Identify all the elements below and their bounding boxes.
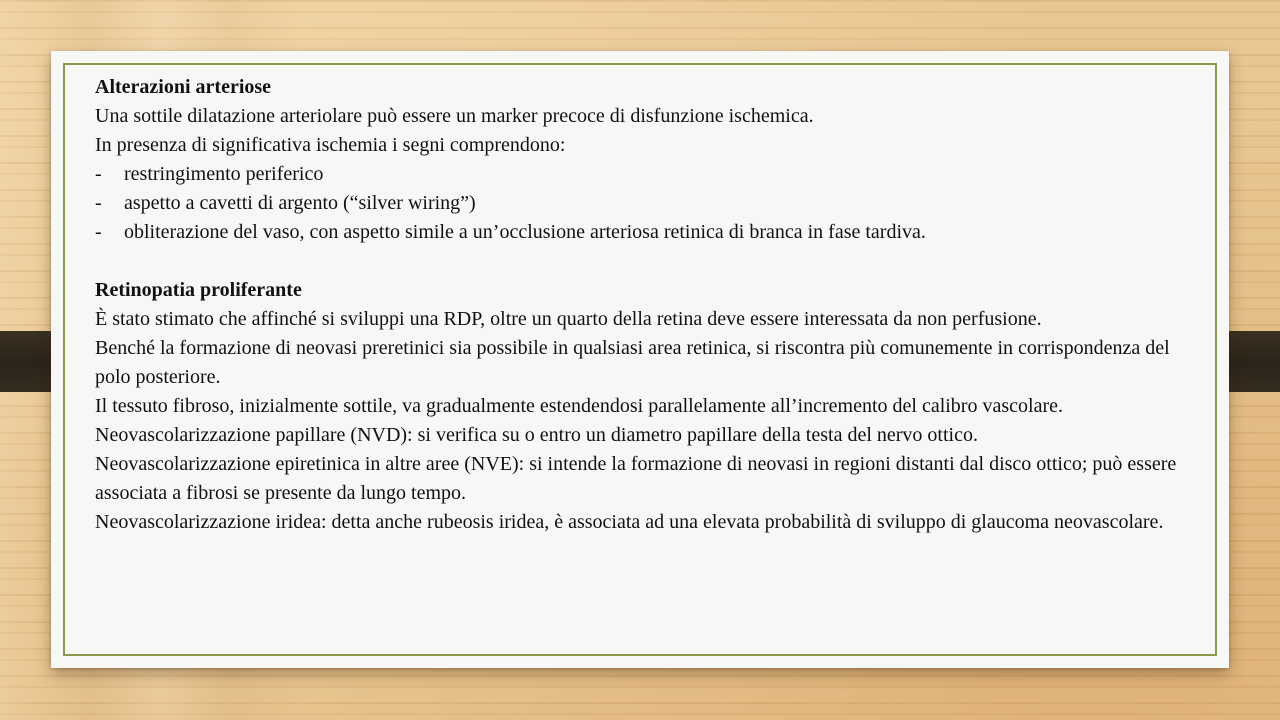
section-spacer [95,247,1195,276]
paragraph: Una sottile dilatazione arteriolare può essere un marker precoce di disfunzione ischemica. [95,105,814,127]
list-item-text: obliterazione del vaso, con aspetto simile a un’occlusione arteriosa retinica di branca in fase tardiva. [124,221,926,243]
list-item [95,160,1195,189]
list-item-text: aspetto a cavetti di argento (“silver wiring”) [124,192,476,214]
paragraph: In presenza di significativa ischemia i segni comprendono: [95,134,566,156]
paragraph: Neovascolarizzazione epiretinica in altre aree (NVE): si intende la formazione di neovasi in regioni distanti dal disco ottico; può essere associata a fibrosi se presente da lungo tempo. [95,453,1177,504]
paragraph: È stato stimato che affinché si sviluppi una RDP, oltre un quarto della retina deve essere interessata da non perfusione. [95,308,1042,330]
section-heading-proliferative-retinopathy: Retinopatia proliferante [95,279,302,301]
slide-content [95,73,1195,537]
paragraph: Neovascolarizzazione papillare (NVD): si verifica su o entro un diametro papillare della testa del nervo ottico. [95,424,978,446]
slide-paper [51,51,1229,668]
paragraph: Neovascolarizzazione iridea: detta anche rubeosis iridea, è associata ad una elevata probabilità di sviluppo di glaucoma neovascolare. [95,511,1164,533]
dash-bullet: - [95,192,102,214]
paragraph: Benché la formazione di neovasi preretinici sia possibile in qualsiasi area retinica, si riscontra più comunemente in corrispondenza del polo posteriore. [95,337,1170,388]
dash-bullet: - [95,163,102,185]
list-item [95,189,1195,218]
dash-bullet: - [95,221,102,243]
list-item [95,218,1195,247]
paragraph: Il tessuto fibroso, inizialmente sottile, va gradualmente estendendosi parallelamente all’incremento del calibro vascolare. [95,395,1063,417]
list-item-text: restringimento periferico [124,163,324,185]
section-heading-arterial-alterations: Alterazioni arteriose [95,76,272,98]
